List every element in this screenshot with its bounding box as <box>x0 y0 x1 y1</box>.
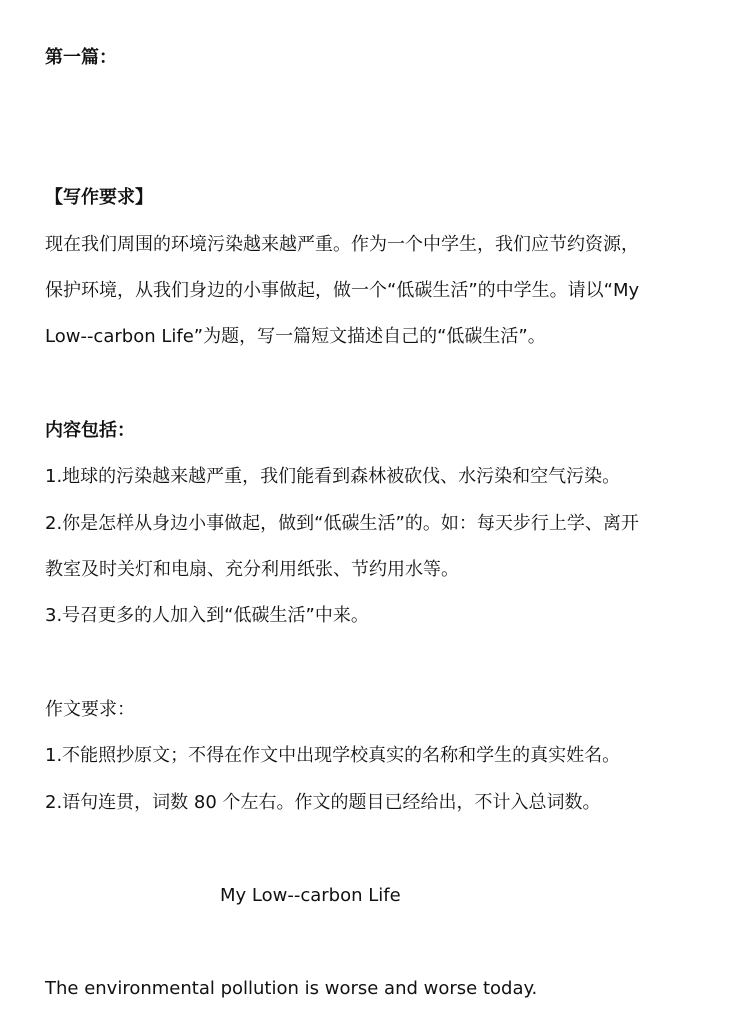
essay-requirements-heading: 作文要求： <box>45 699 135 720</box>
intro-line-3: Low--carbon Life”为题，写一篇短文描述自己的“低碳生活”。 <box>45 326 546 347</box>
content-item-2: 2.你是怎样从身边小事做起，做到“低碳生活”的。如：每天步行上学、离开 <box>45 513 639 534</box>
essay-requirement-2: 2.语句连贯，词数 80 个左右。作文的题目已经给出，不计入总词数。 <box>45 792 601 813</box>
content-item-1: 1.地球的污染越来越严重，我们能看到森林被砍伐、水污染和空气污染。 <box>45 466 621 487</box>
content-heading: 内容包括： <box>45 420 135 441</box>
content-item-2-continued: 教室及时关灯和电扇、充分利用纸张、节约用水等。 <box>45 559 459 580</box>
essay-title: My Low--carbon Life <box>220 885 401 906</box>
content-item-3: 3.号召更多的人加入到“低碳生活”中来。 <box>45 605 369 626</box>
writing-requirements-heading: 【写作要求】 <box>45 187 153 208</box>
intro-line-2: 保护环境，从我们身边的小事做起，做一个“低碳生活”的中学生。请以“My <box>45 280 640 301</box>
intro-line-1: 现在我们周围的环境污染越来越严重。作为一个中学生，我们应节约资源， <box>45 234 639 255</box>
essay-first-sentence: The environmental pollution is worse and worse today. <box>45 978 538 999</box>
essay-requirement-1: 1.不能照抄原文；不得在作文中出现学校真实的名称和学生的真实姓名。 <box>45 745 621 766</box>
section-title: 第一篇： <box>45 47 117 68</box>
